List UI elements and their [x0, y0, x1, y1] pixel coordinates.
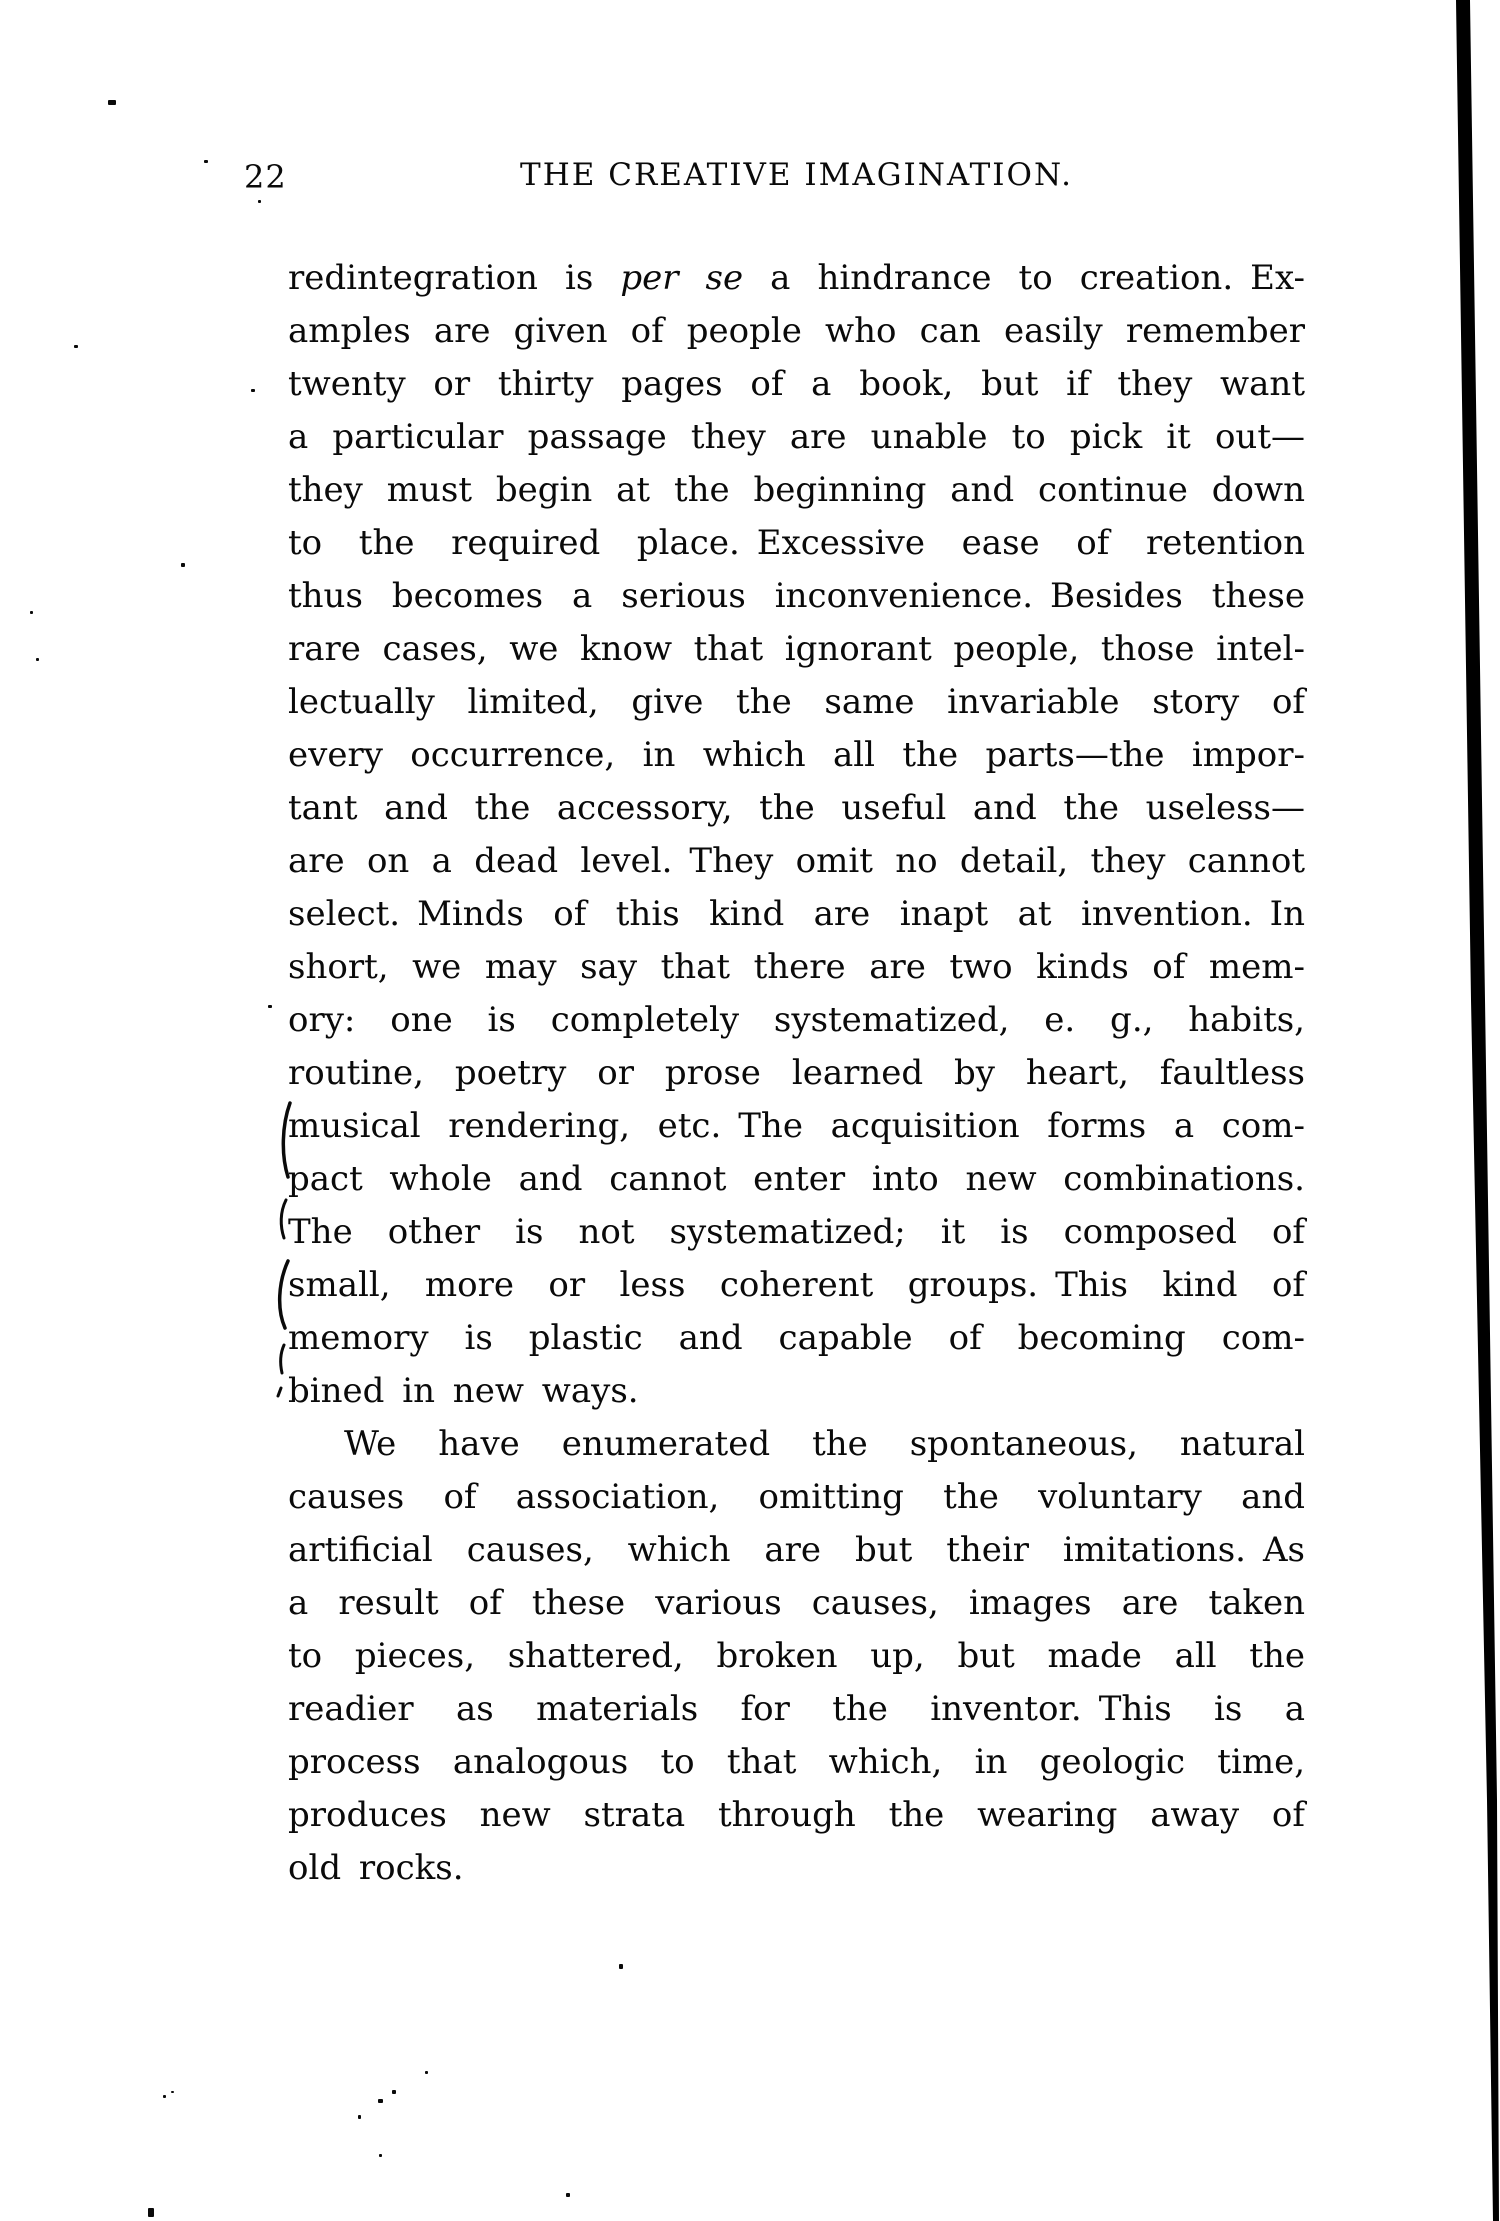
text-line: redintegration is per se a hindrance to creation. Ex-: [288, 258, 1306, 298]
text-line: short, we may say that there are two kinds of mem-: [288, 947, 1305, 987]
text-line: twenty or thirty pages of a book, but if they want: [288, 364, 1305, 404]
text-line: routine, poetry or prose learned by heart, faultless: [288, 1053, 1305, 1093]
margin-pen-mark: [281, 1200, 286, 1238]
body-text: [288, 252, 1305, 1895]
text-line: ory: one is completely systematized, e. g., habits,: [288, 1000, 1305, 1040]
scan-speck: [425, 2071, 428, 2074]
text-line: musical rendering, etc. The acquisition forms a com-: [288, 1106, 1305, 1146]
text-line: every occurrence, in which all the parts—the impor-: [288, 735, 1305, 775]
text-line: thus becomes a serious inconvenience. Besides these: [288, 576, 1305, 616]
scan-speck: [163, 2095, 166, 2098]
text-line: memory is plastic and capable of becoming com-: [288, 1318, 1305, 1358]
text-line: a particular passage they are unable to pick it out—: [288, 417, 1305, 457]
text-line: pact whole and cannot enter into new combinations.: [288, 1159, 1305, 1199]
text-line: to pieces, shattered, broken up, but made all the: [288, 1636, 1305, 1676]
gutter-shadow-bar: [1456, 0, 1499, 2221]
scan-speck: [148, 2208, 154, 2217]
scan-speck: [358, 2115, 361, 2119]
margin-pen-mark: [278, 1388, 281, 1396]
text-line: lectually limited, give the same invariable story of: [288, 682, 1305, 722]
text-line: rare cases, we know that ignorant people, those intel-: [288, 629, 1305, 669]
page-number: 22: [244, 158, 287, 196]
scan-speck: [392, 2090, 396, 2094]
text-line: The other is not systematized; it is composed of: [288, 1212, 1305, 1252]
margin-pen-mark: [280, 1261, 288, 1328]
scan-speck: [251, 389, 255, 392]
text-line: readier as materials for the inventor. This is a: [288, 1689, 1305, 1729]
text-line: bined in new ways.: [288, 1371, 639, 1411]
text-line: produces new strata through the wearing away of: [288, 1795, 1305, 1835]
scan-speck: [378, 2099, 383, 2103]
text-line: process analogous to that which, in geologic time,: [288, 1742, 1305, 1782]
scan-speck: [379, 2154, 382, 2157]
text-line: a result of these various causes, images are taken: [288, 1583, 1305, 1623]
margin-pen-mark: [281, 1345, 284, 1373]
text-line: artificial causes, which are but their imitations. As: [288, 1530, 1305, 1570]
text-line: to the required place. Excessive ease of retention: [288, 523, 1305, 563]
scan-speck: [74, 345, 78, 348]
scan-speck: [36, 658, 39, 661]
scan-speck: [204, 160, 208, 163]
text-line: amples are given of people who can easily remember: [288, 311, 1305, 351]
text-line: tant and the accessory, the useful and the useless—: [288, 788, 1305, 828]
text-line: are on a dead level. They omit no detail, they cannot: [288, 841, 1305, 881]
running-title: THE CREATIVE IMAGINATION.: [520, 157, 1073, 193]
text-line: old rocks.: [288, 1848, 464, 1888]
scan-speck: [258, 200, 261, 203]
scan-speck: [108, 100, 116, 105]
scan-speck: [171, 2091, 174, 2093]
scan-speck: [30, 611, 33, 614]
text-line: causes of association, omitting the voluntary and: [288, 1477, 1305, 1517]
scan-speck: [268, 1005, 272, 1008]
text-line: select. Minds of this kind are inapt at invention. In: [288, 894, 1305, 934]
scan-speck: [181, 563, 185, 567]
scan-speck: [619, 1964, 623, 1969]
text-line: We have enumerated the spontaneous, natural: [344, 1424, 1305, 1464]
text-line: they must begin at the beginning and continue down: [288, 470, 1305, 510]
scan-speck: [566, 2193, 570, 2197]
text-line: small, more or less coherent groups. This kind of: [288, 1265, 1305, 1305]
